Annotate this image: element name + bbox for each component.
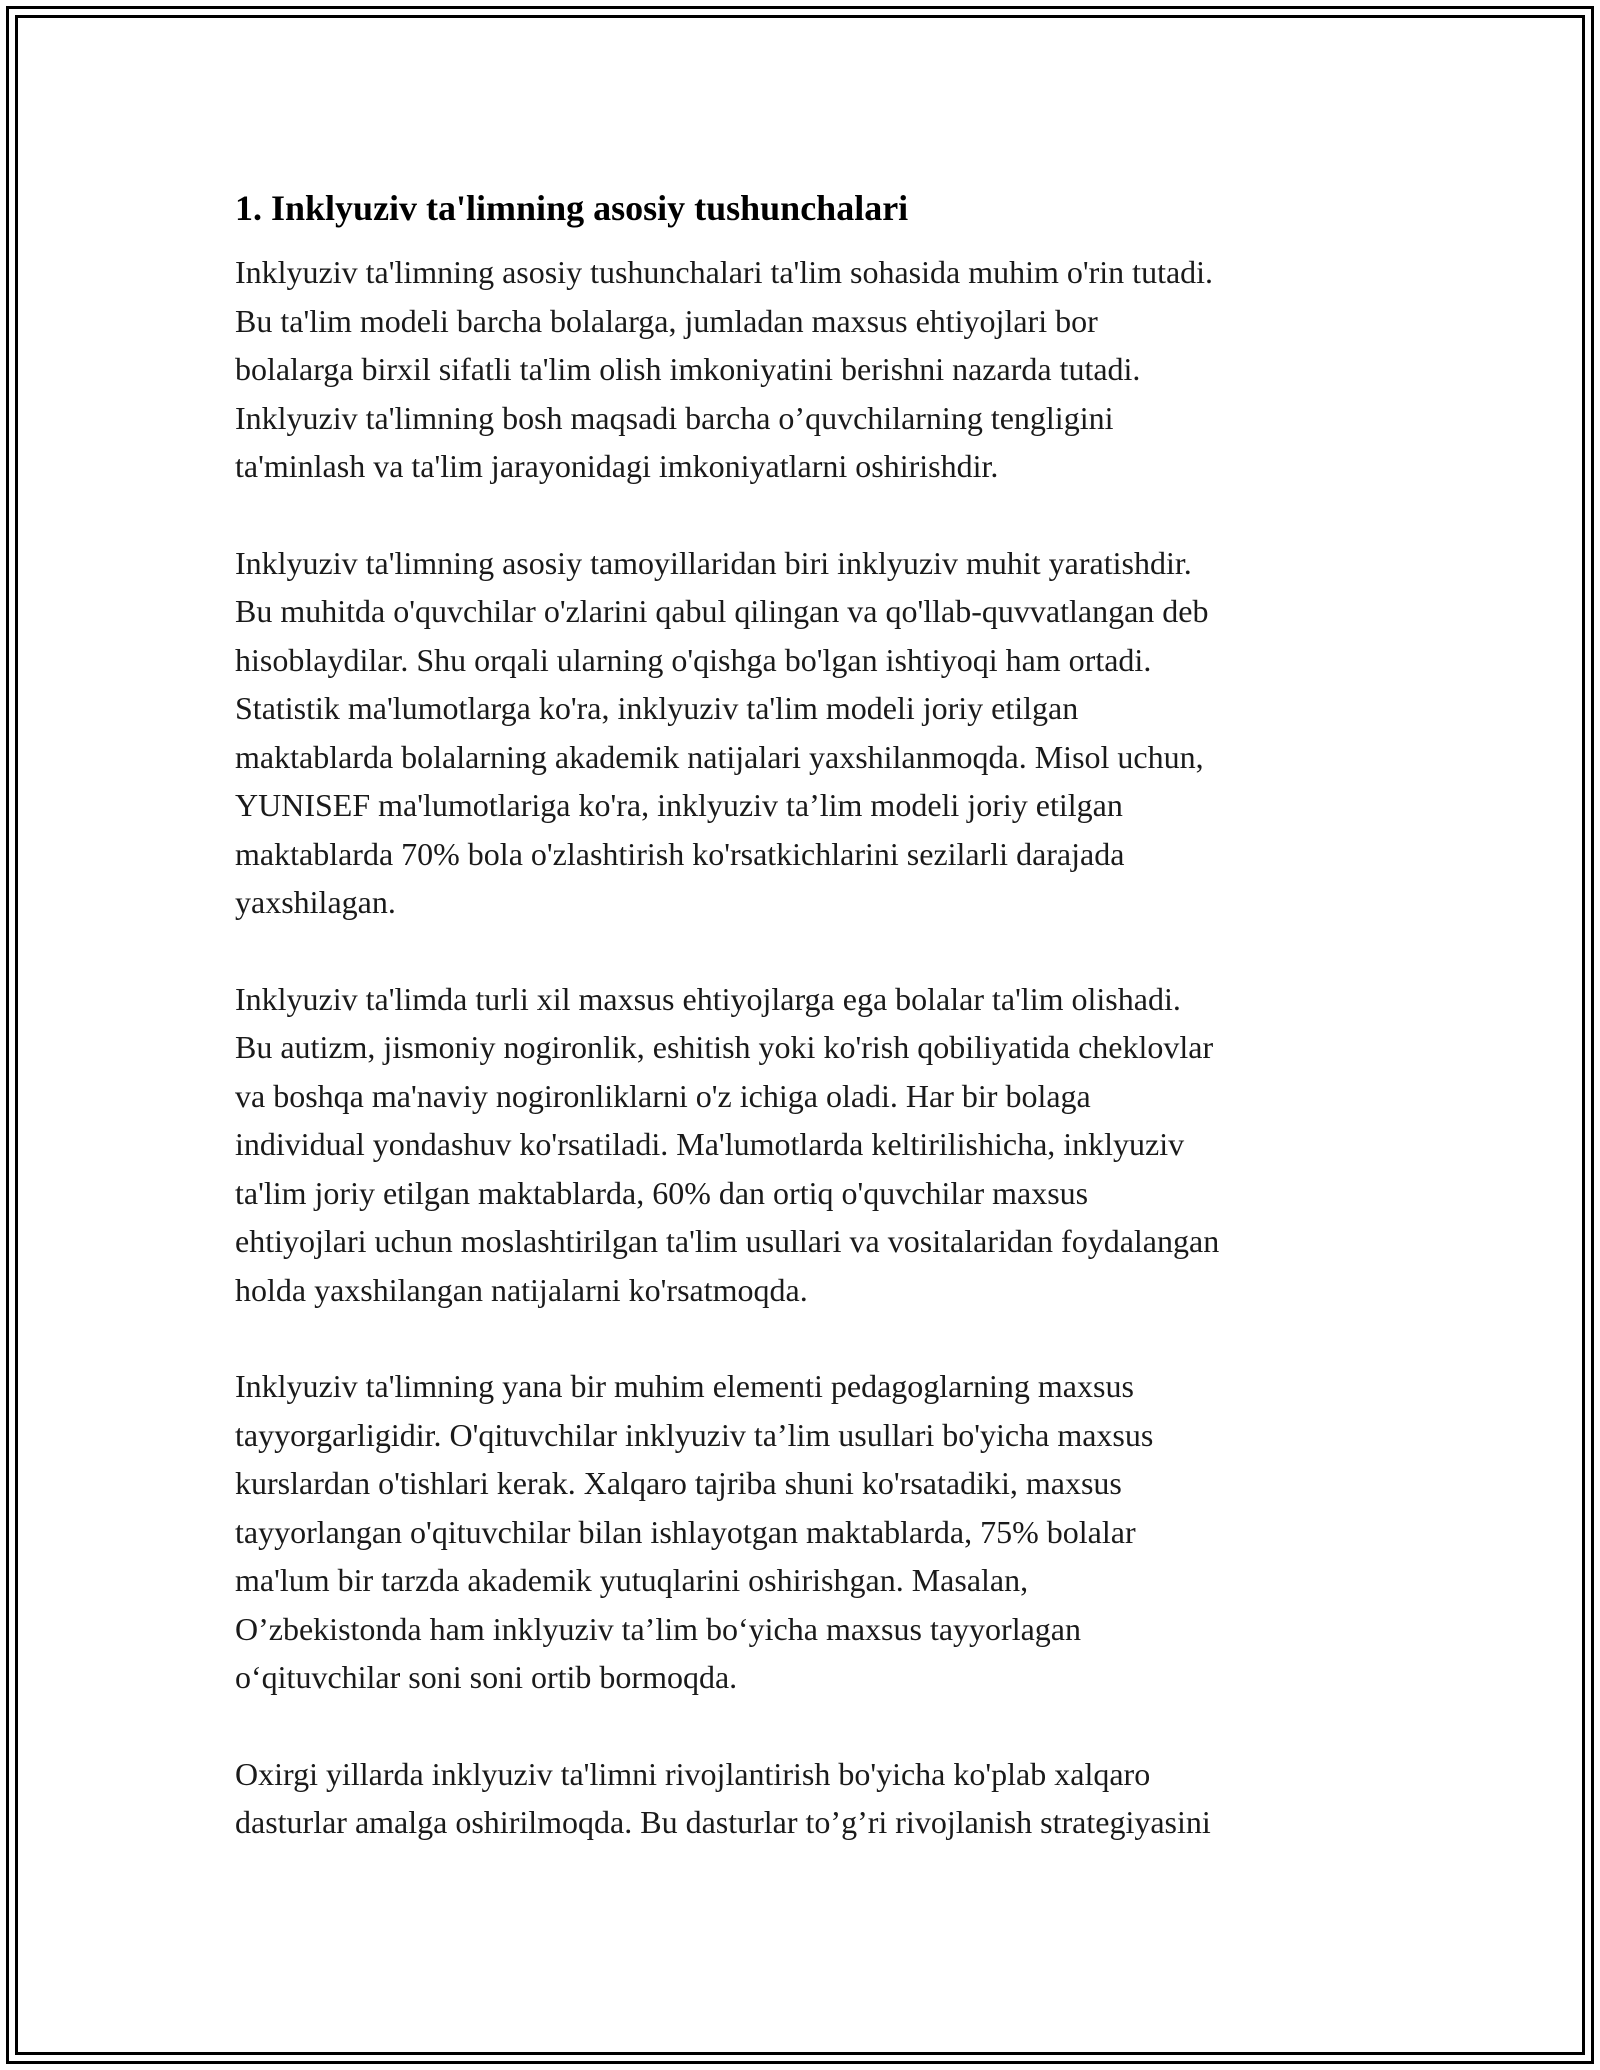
document-body — [235, 186, 1375, 1895]
section-heading: 1. Inklyuziv ta'limning asosiy tushunchalari — [235, 188, 909, 228]
paragraph-4: Inklyuziv ta'limning yana bir muhim elementi pedagoglarning maxsus tayyorgarligidir. O'qituvchilar inklyuziv ta’lim usullari bo'yicha maxsus kurslardan o'tishlari kerak. Xalqaro tajriba shuni ko'rsatadiki, maxsus tayyorlangan o'qituvchilar bilan ishlayotgan maktablarda, 75% bolalar ma'lum bir tarzda akademik yutuqlarini oshirishgan. Masalan, O’zbekistonda ham inklyuziv ta’lim bo‘yicha maxsus tayyorlagan o‘qituvchilar soni soni ortib bormoqda. — [235, 1368, 1154, 1695]
paragraph-1: Inklyuziv ta'limning asosiy tushunchalari ta'lim sohasida muhim o'rin tutadi. Bu ta'lim modeli barcha bolalarga, jumladan maxsus ehtiyojlari bor bolalarga birxil sifatli ta'lim olish imkoniyatini berishni nazarda tutadi. Inklyuziv ta'limning bosh maqsadi barcha o’quvchilarning tengligini ta'minlash va ta'lim jarayonidagi imkoniyatlarni oshirishdir. — [235, 254, 1214, 484]
paragraph-3: Inklyuziv ta'limda turli xil maxsus ehtiyojlarga ega bolalar ta'lim olishadi. Bu autizm, jismoniy nogironlik, eshitish yoki ko'rish qobiliyatida cheklovlar va boshqa ma'naviy nogironliklarni o'z ichiga oladi. Har bir bolaga individual yondashuv ko'rsatiladi. Ma'lumotlarda keltirilishicha, inklyuziv ta'lim joriy etilgan maktablarda, 60% dan ortiq o'quvchilar maxsus ehtiyojlari uchun moslashtirilgan ta'lim usullari va vositalaridan foydalangan holda yaxshilangan natijalarni ko'rsatmoqda. — [235, 980, 1220, 1308]
paragraph-2: Inklyuziv ta'limning asosiy tamoyillaridan biri inklyuziv muhit yaratishdir. Bu muhitda o'quvchilar o'zlarini qabul qilingan va qo'llab-quvvatlangan deb hisoblaydilar. Shu orqali ularning o'qishga bo'lgan ishtiyoqi ham ortadi. Statistik ma'lumotlarga ko'ra, inklyuziv ta'lim modeli joriy etilgan maktablarda bolalarning akademik natijalari yaxshilanmoqda. Misol uchun, YUNISEF ma'lumotlariga ko'ra, inklyuziv ta’lim modeli joriy etilgan maktablarda 70% bola o'zlashtirish ko'rsatkichlarini sezilarli darajada yaxshilagan. — [235, 544, 1209, 920]
paragraph-5: Oxirgi yillarda inklyuziv ta'limni rivojlantirish bo'yicha ko'plab xalqaro dasturlar amalga oshirilmoqda. Bu dasturlar to’g’ri rivojlanish strategiyasini — [235, 1755, 1211, 1840]
